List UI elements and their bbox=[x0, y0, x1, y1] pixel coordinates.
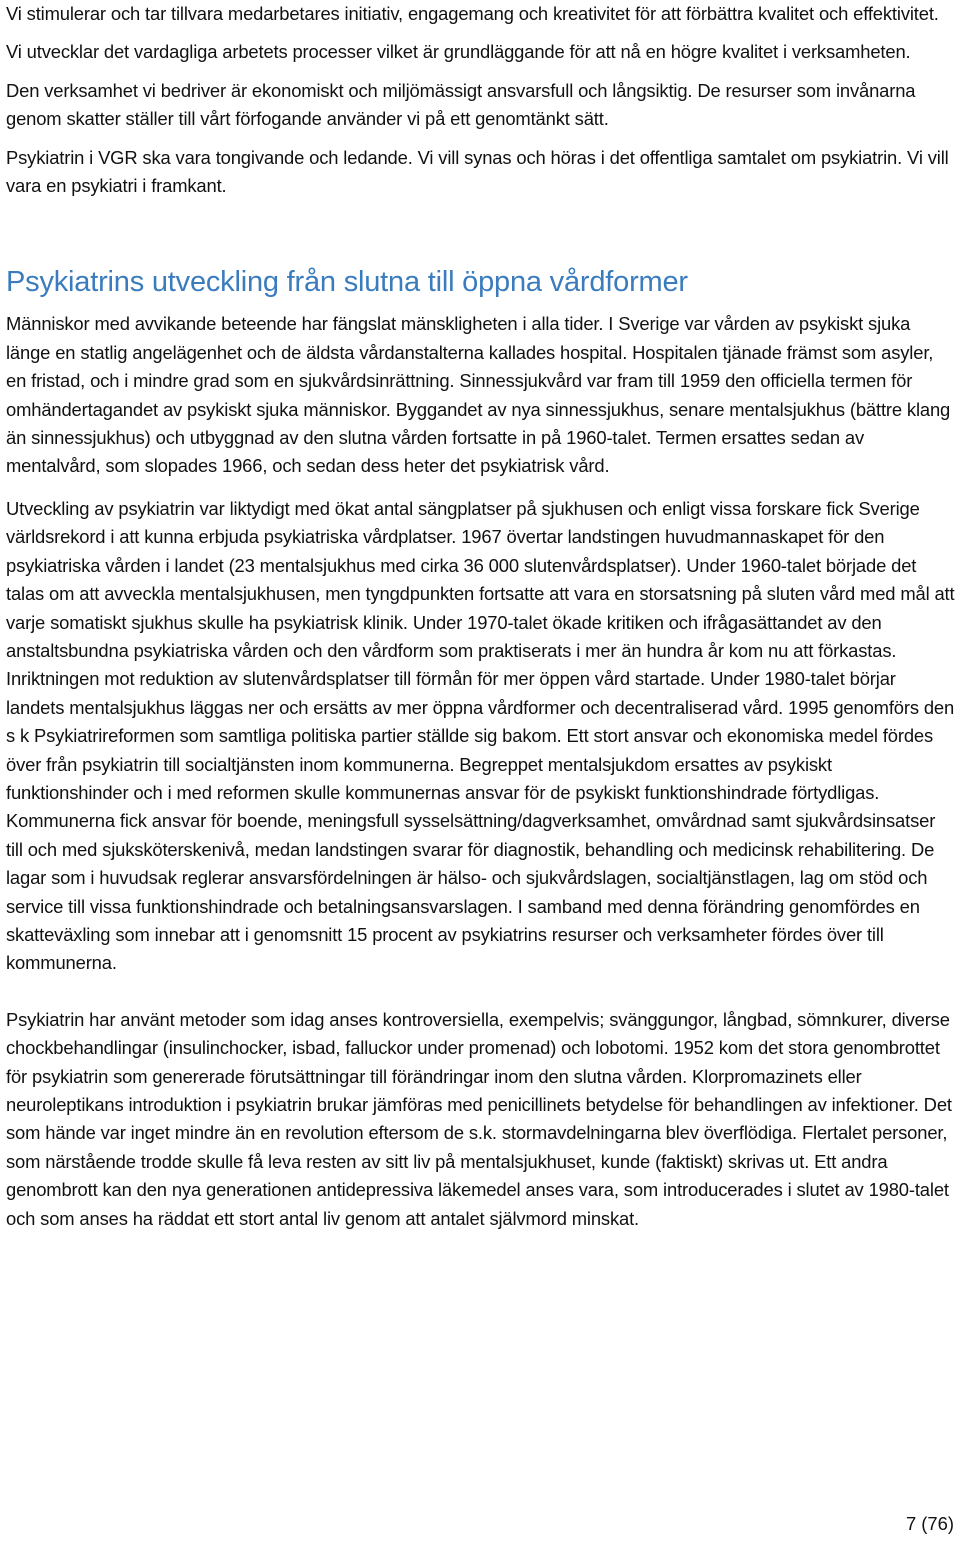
section-paragraph-history: Människor med avvikande beteende har fängslat mänskligheten i alla tider. I Sverige var vården av psykiskt sjuka länge en statlig angelägenhet och de äldsta vårdanstalterna kallades hospital. Hospitalen tjänade främst som asyler, en fristad, och i mindre grad som en sjukvårdsinrättning. Sinnessjukvård var fram till 1959 den officiella termen för omhändertagandet av psykiskt sjuka människor. Byggandet av nya sinnessjukhus, senare mentalsjukhus (bättre klang än sinnessjukhus) och utbyggnad av den slutna vården fortsatte in på 1960-talet. Termen ersattes sedan av mentalvård, som slopades 1966, och sedan dess heter det psykiatrisk vård. bbox=[6, 313, 951, 477]
section-paragraph-development: Utveckling av psykiatrin var liktydigt med ökat antal sängplatser på sjukhusen och enligt vissa forskare fick Sverige världsrekord i att kunna erbjuda psykiatriska vårdplatser. 1967 övertar landstingen huvudmannaskapet för den psykiatriska vården i landet (23 mentalsjukhus med cirka 36 000 slutenvårdsplatser). Under 1960-talet började det talas om att avveckla mentalsjukhusen, men tyngdpunkten fortsatte att vara en storsatsning på sluten vård med mål att varje somatiskt sjukhus skulle ha psykiatrisk klinik. Under 1970-talet ökade kritiken och ifrågasättandet av den anstaltsbundna psykiatriska vården och den vårdform som praktiserats i mer än hundra år kom nu att förkastas. Inriktningen mot reduktion av slutenvårdsplatser till förmån för mer öppen vård startade. Under 1980-talet börjar landets mentalsjukhus läggas ner och ersätts av mer öppna vårdformer och decentraliserad vård. 1995 genomförs den s k Psykiatrireformen som samtliga politiska partier ställde sig bakom. Ett stort ansvar och ekonomiska medel fördes över från psykiatrin till socialtjänsten inom kommunerna. Begreppet mentalsjukdom ersattes av psykiskt funktionshinder och i med reformen skulle kommunernas ansvar för de psykiskt funktionshindrade förtydligas. Kommunerna fick ansvar för boende, meningsfull sysselsättning/dagverksamhet, omvårdnad samt sjukvårdsinsatser till och med sjuksköterskenivå, medan landstingen svarar för diagnostik, behandling och medicinsk rehabilitering. De lagar som i huvudsak reglerar ansvarsfördelningen är hälso- och sjukvårdslagen, socialtjänstlagen, lag om stöd och service till vissa funktionshindrade och betalningsansvarslagen. I samband med denna förändring genomfördes en skatteväxling som innebar att i genomsnitt 15 procent av psykiatrins resurser och verksamheter fördes över till kommunerna. bbox=[6, 497, 955, 974]
intro-paragraph-initiative: Vi stimulerar och tar tillvara medarbetares initiativ, engagemang och kreativitet för att förbättra kvalitet och effektivitet. bbox=[6, 3, 939, 24]
section-heading: Psykiatrins utveckling från slutna till öppna vårdformer bbox=[6, 266, 688, 299]
intro-paragraph-leading: Psykiatrin i VGR ska vara tongivande och ledande. Vi vill synas och höras i det offentliga samtalet om psykiatrin. Vi vill vara en psykiatri i framkant. bbox=[6, 146, 949, 197]
section-paragraph-methods: Psykiatrin har använt metoder som idag anses kontroversiella, exempelvis; svänggungor, långbad, sömnkurer, diverse chockbehandlingar (insulinchocker, isbad, falluckor under promenad) och lobotomi. 1952 kom det stora genombrottet för psykiatrin som genererade förutsättningar till förändringar inom den slutna vården. Klorpromazinets eller neuroleptikans introduktion i psykiatrin brukar jämföras med penicillinets betydelse för behandlingen av infektioner. Det som hände var inget mindre än en revolution eftersom de s.k. stormavdelningarna blev överflödiga. Flertalet personer, som närstående trodde skulle få leva resten av sitt liv på mentalsjukhuset, kunde (faktiskt) skrivas ut. Ett andra genombrott kan den nya generationen antidepressiva läkemedel anses vara, som introducerades i slutet av 1980-talet och som anses ha räddat ett stort antal liv genom att antalet självmord minskat. bbox=[6, 1008, 952, 1229]
document-page bbox=[6, 0, 956, 1233]
intro-paragraph-resources: Den verksamhet vi bedriver är ekonomiskt och miljömässigt ansvarsfull och långsiktig. De resurser som invånarna genom skatter ställer till vårt förfogande använder vi på ett genomtänkt sätt. bbox=[6, 79, 916, 130]
intro-paragraph-processes: Vi utvecklar det vardagliga arbetets processer vilket är grundläggande för att nå en högre kvalitet i verksamheten. bbox=[6, 41, 911, 63]
page-number: 7 (76) bbox=[905, 1513, 954, 1534]
